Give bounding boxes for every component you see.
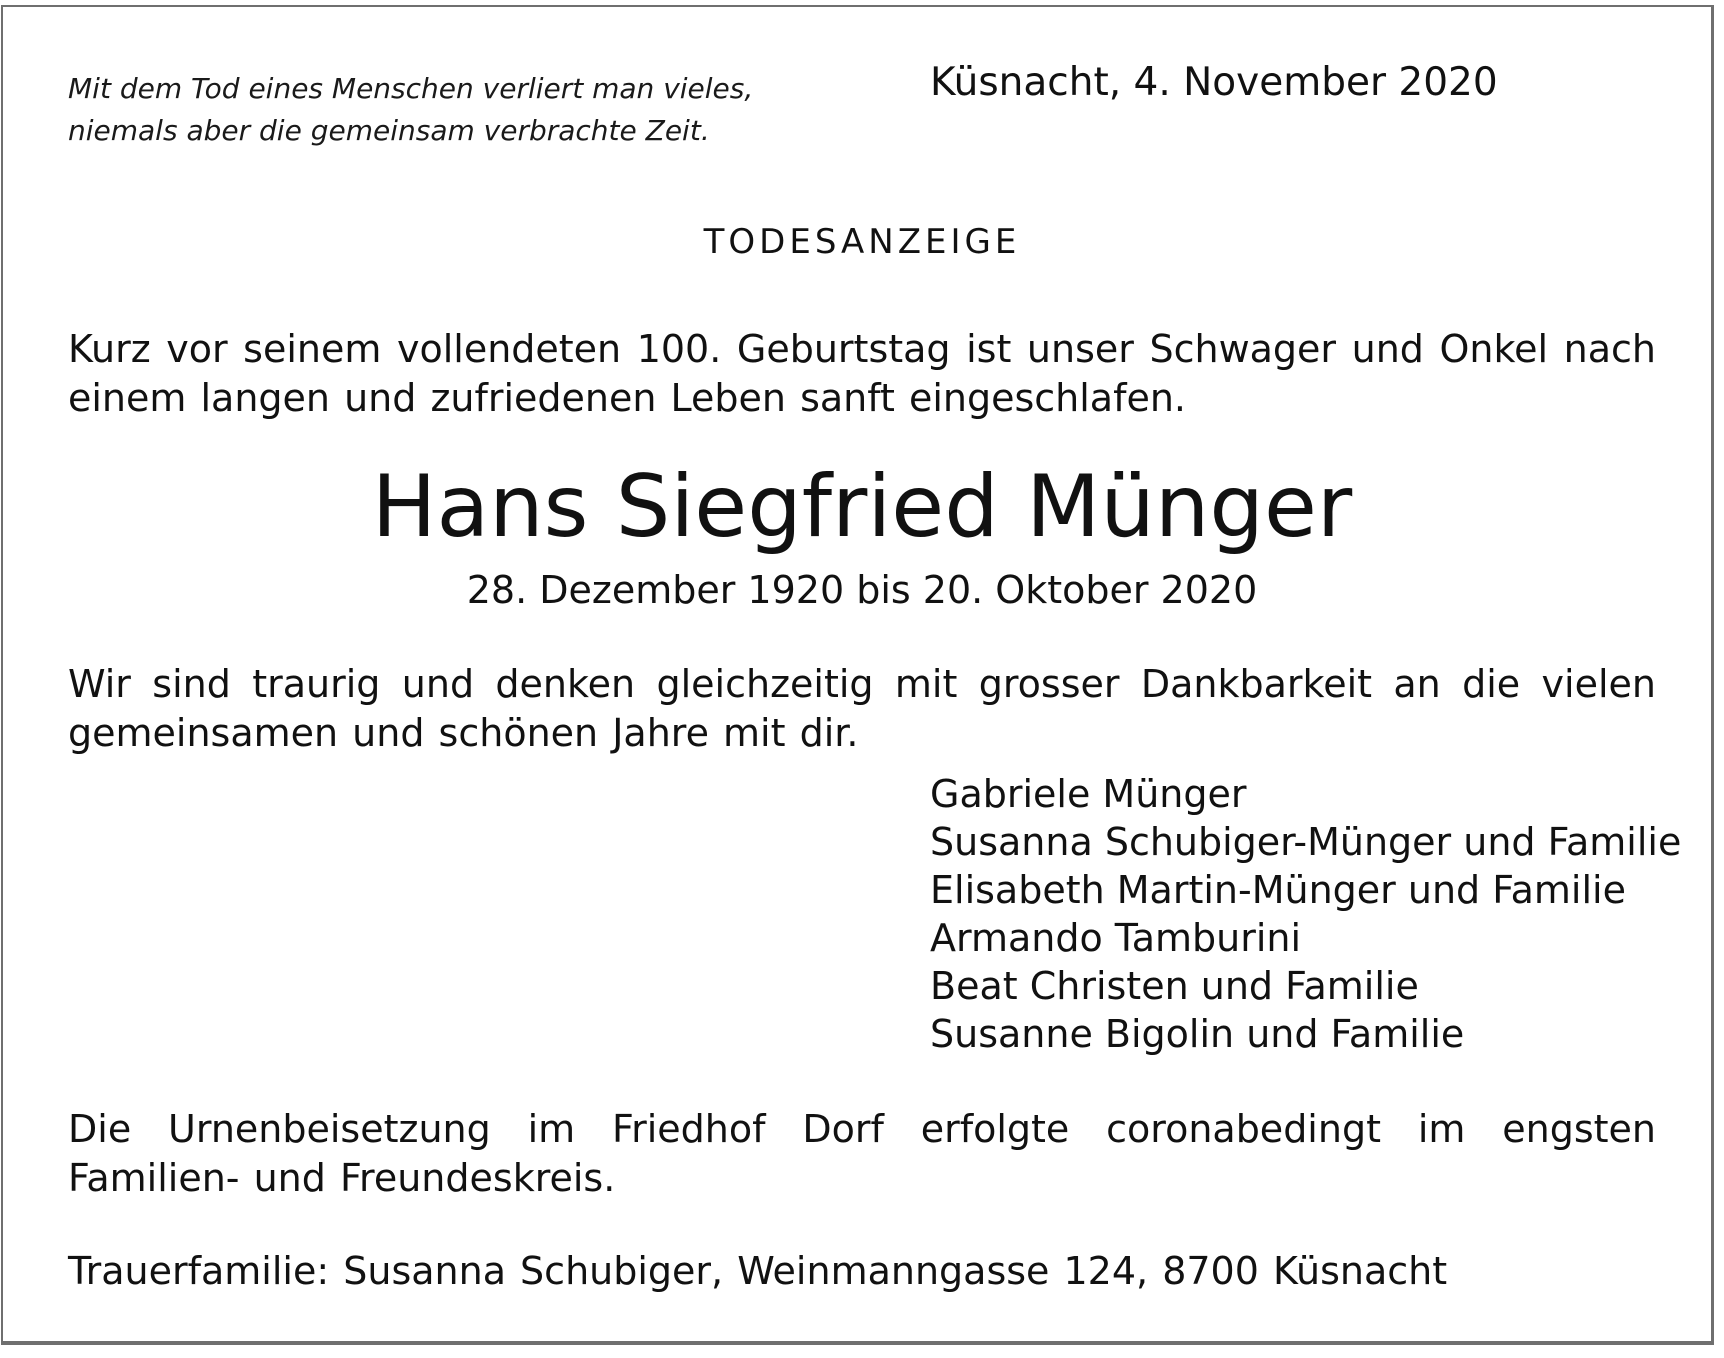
motto-line-2: niemals aber die gemeinsam verbrachte Zeit. <box>68 114 710 147</box>
deceased-name: Hans Siegfried Münger <box>371 457 1353 557</box>
motto-quote <box>68 68 753 152</box>
mourners-list <box>930 770 1681 1058</box>
family-address: Trauerfamilie: Susanna Schubiger, Weinmanngasse 124, 8700 Küsnacht <box>68 1249 1448 1293</box>
motto-line-1: Mit dem Tod eines Menschen verliert man vieles, <box>68 72 754 105</box>
mourner-entry: Susanna Schubiger-Münger und Familie <box>930 820 1682 864</box>
mourner-entry: Elisabeth Martin-Münger und Familie <box>930 868 1626 912</box>
mourner-entry: Susanne Bigolin und Familie <box>930 1012 1465 1056</box>
place-date: Küsnacht, 4. November 2020 <box>930 60 1498 105</box>
mourner-entry: Gabriele Münger <box>930 772 1247 816</box>
mourner-entry: Armando Tamburini <box>930 916 1302 960</box>
deceased-dates: 28. Dezember 1920 bis 20. Oktober 2020 <box>466 568 1258 612</box>
notice-heading: TODESANZEIGE <box>703 222 1021 262</box>
burial-paragraph: Die Urnenbeisetzung im Friedhof Dorf erfolgte coronabedingt im engsten Familien- und Freundeskreis. <box>68 1107 1656 1200</box>
thanks-paragraph: Wir sind traurig und denken gleichzeitig mit grosser Dankbarkeit an die vielen gemeinsamen und schönen Jahre mit dir. <box>68 662 1656 755</box>
intro-paragraph: Kurz vor seinem vollendeten 100. Geburtstag ist unser Schwager und Onkel nach einem langen und zufriedenen Leben sanft eingeschlafen. <box>68 327 1656 420</box>
mourner-entry: Beat Christen und Familie <box>930 964 1419 1008</box>
